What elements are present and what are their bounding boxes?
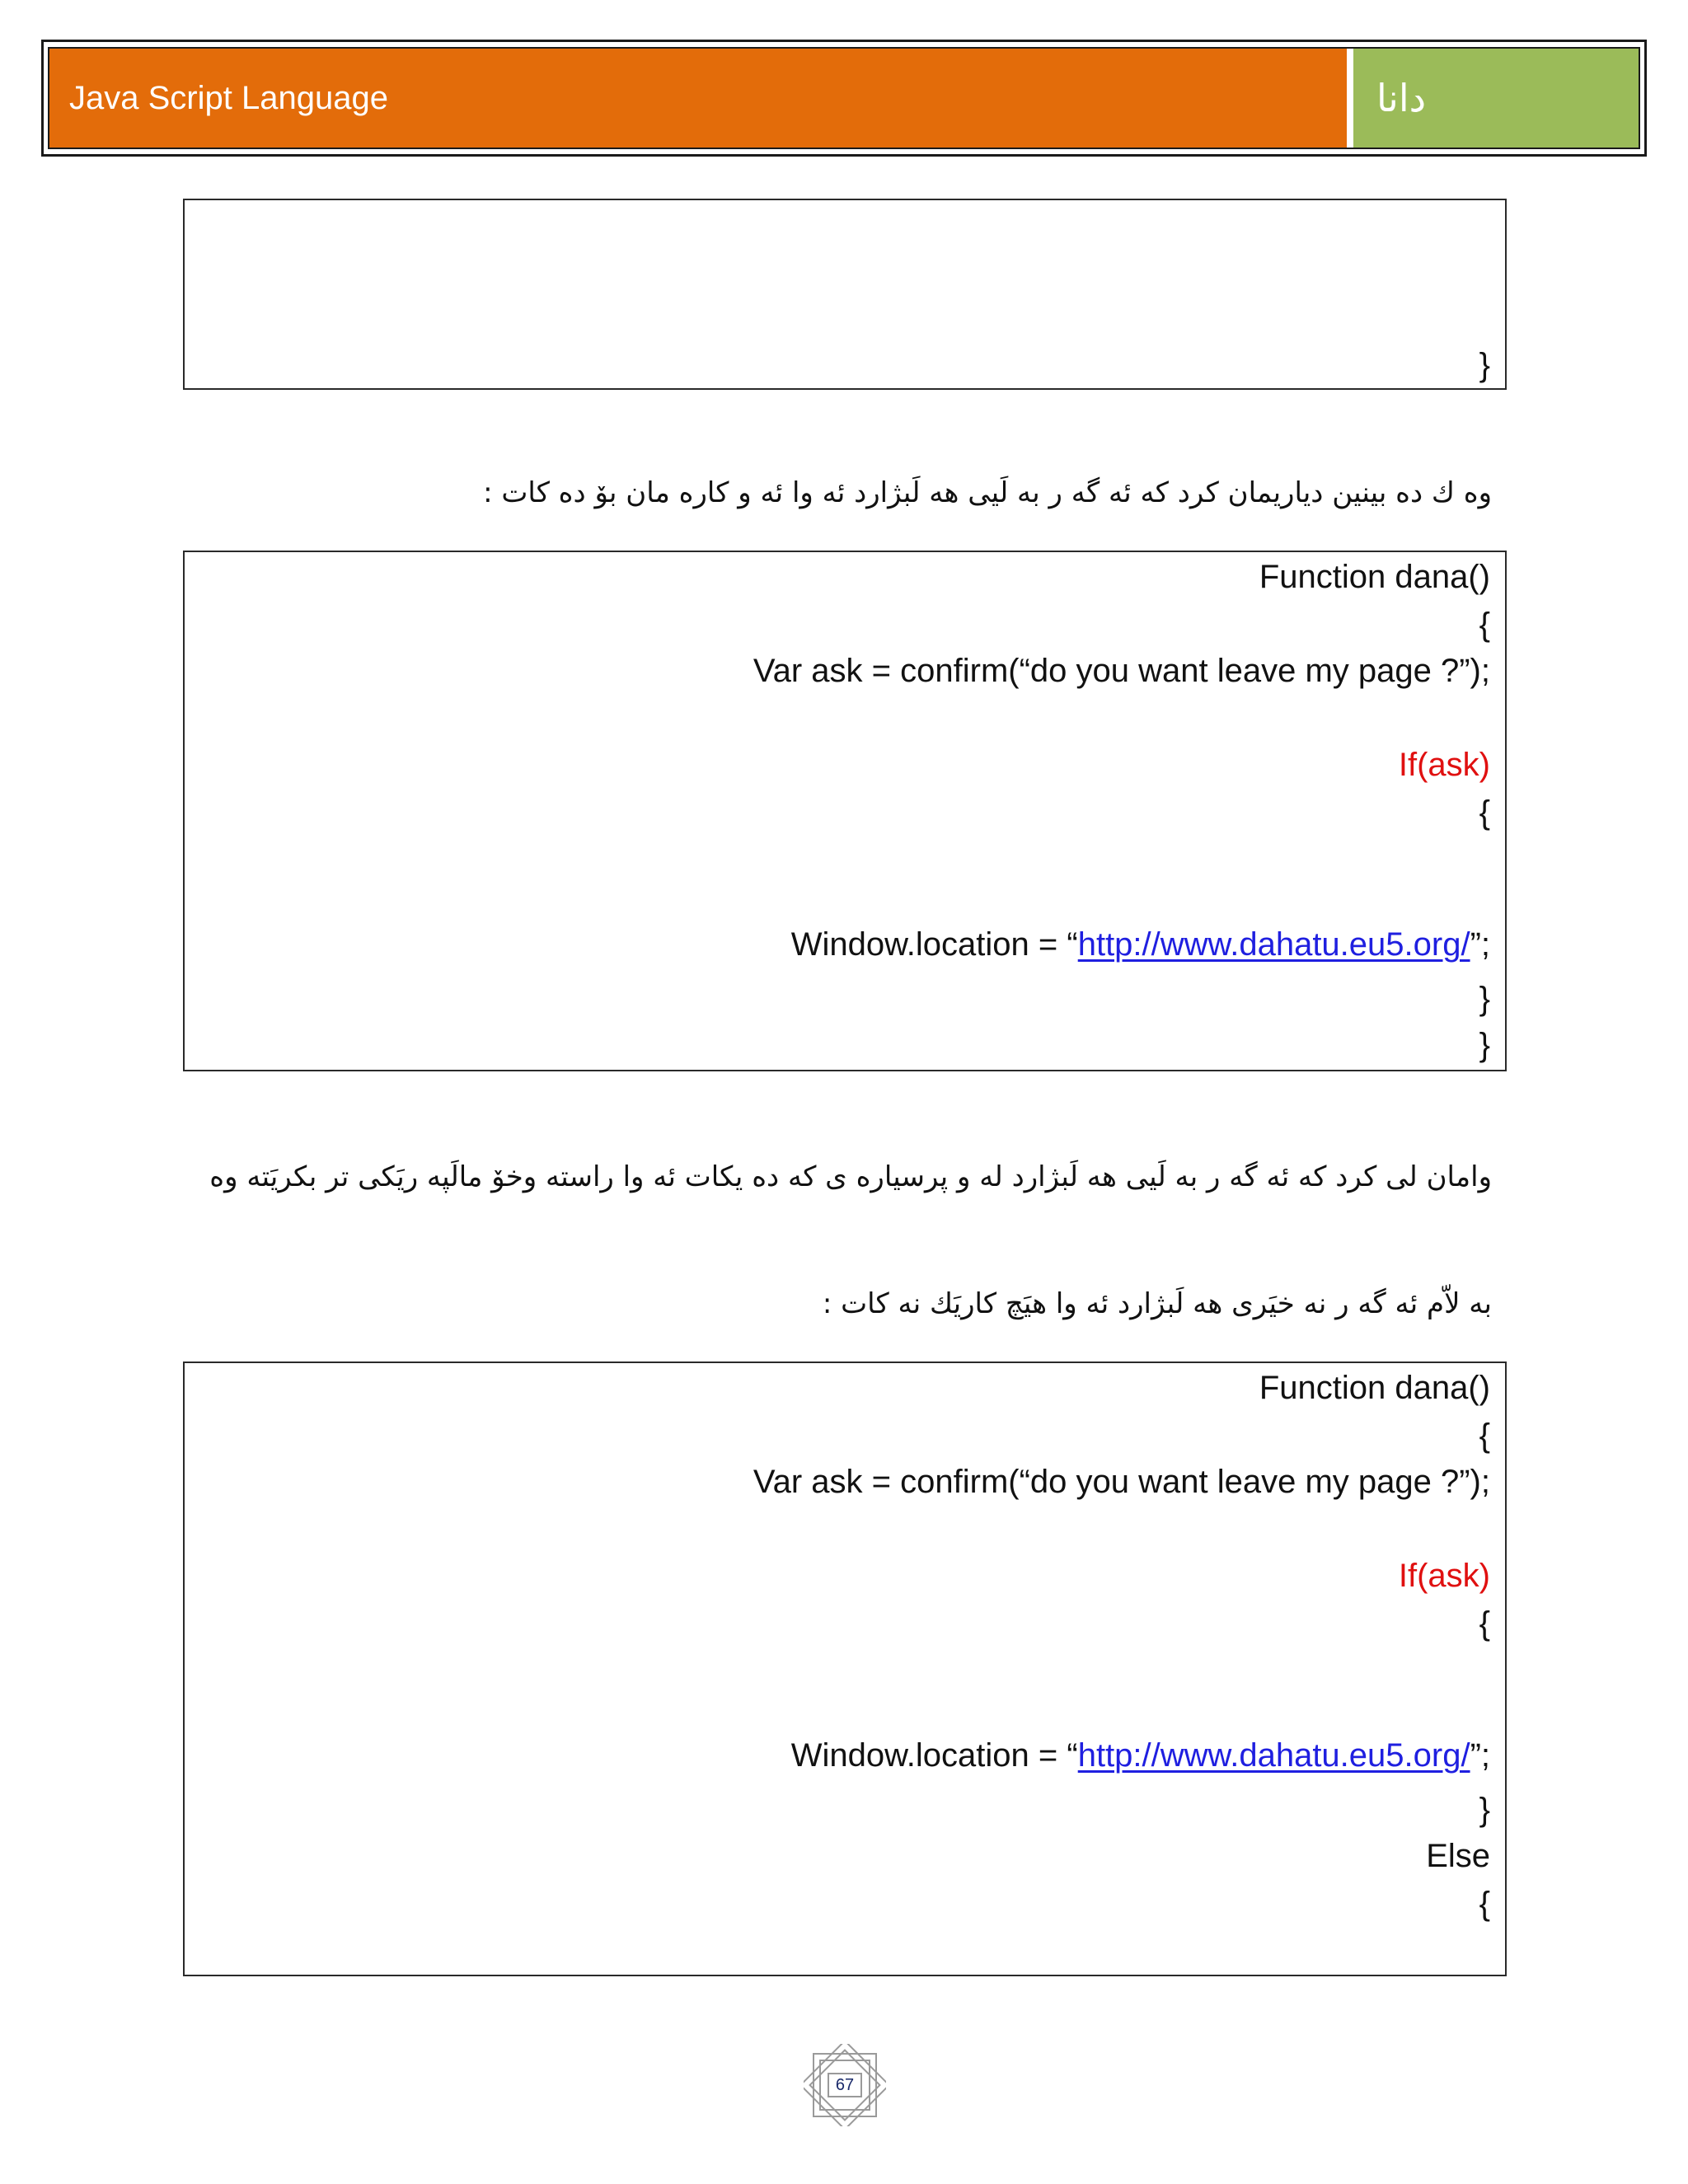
header-title: Java Script Language	[49, 49, 1347, 148]
code-location-prefix: Window.location = “	[790, 1737, 1078, 1774]
code-line-if-open-brace: {	[1479, 1605, 1490, 1642]
code-line-if-open-brace: {	[1479, 794, 1490, 831]
code-line-window-location	[754, 885, 1490, 1004]
code-line-open-brace: {	[1479, 607, 1490, 643]
code-line-if: If(ask)	[1398, 1558, 1490, 1594]
code-box-2	[183, 551, 1507, 1071]
header-separator	[1347, 49, 1353, 148]
code-line-if: If(ask)	[1398, 747, 1490, 783]
code-line-var-ask: Var ask = confirm(“do you want leave my page ?”);	[753, 653, 1490, 689]
paragraph-3: به لاّم ئه گه ر نه خيَرى هه لَبژارد ئه وا هيَچ كاريَك نه كات :	[822, 1287, 1492, 1320]
code-line-function: Function dana()	[1259, 559, 1490, 595]
header-brand: دانا	[1353, 49, 1639, 148]
code-box-3	[183, 1361, 1507, 1976]
paragraph-2: وامان لی كرد كه ئه گه ر به لَيى هه لَبژارد له و پرسياره ی كه ده يكات ئه وا راسته وخۆ مالَپه ريَكى تر بكريَته وه	[209, 1160, 1492, 1193]
code-location-link[interactable]: http://www.dahatu.eu5.org/	[1077, 926, 1470, 963]
code-line-window-location	[754, 1696, 1490, 1815]
code-line-var-ask: Var ask = confirm(“do you want leave my page ?”);	[753, 1464, 1490, 1500]
code-line-function-close-brace: }	[1479, 1027, 1490, 1063]
page-number: 67	[835, 2075, 855, 2094]
code-line-if-close-brace: }	[1479, 981, 1490, 1017]
code-location-suffix: ”;	[1470, 1737, 1490, 1774]
code-location-prefix: Window.location = “	[790, 926, 1078, 963]
code-box-1	[183, 199, 1507, 390]
code-line-if-close-brace: }	[1479, 1792, 1490, 1828]
code-line-closing-brace: }	[1479, 347, 1490, 383]
code-line-else-open-brace: {	[1479, 1886, 1490, 1922]
code-line-function: Function dana()	[1259, 1370, 1490, 1406]
page-number-badge	[804, 2044, 886, 2126]
code-line-open-brace: {	[1479, 1418, 1490, 1454]
code-location-suffix: ”;	[1470, 926, 1490, 963]
code-location-link[interactable]: http://www.dahatu.eu5.org/	[1077, 1737, 1470, 1774]
header-bar	[48, 47, 1640, 149]
code-line-else: Else	[1426, 1838, 1490, 1874]
paragraph-1: وه ك ده بينين دياريمان كرد كه ئه گه ر به لَيى هه لَبژارد ئه وا ئه و كاره مان بۆ ده كات :	[483, 476, 1492, 509]
